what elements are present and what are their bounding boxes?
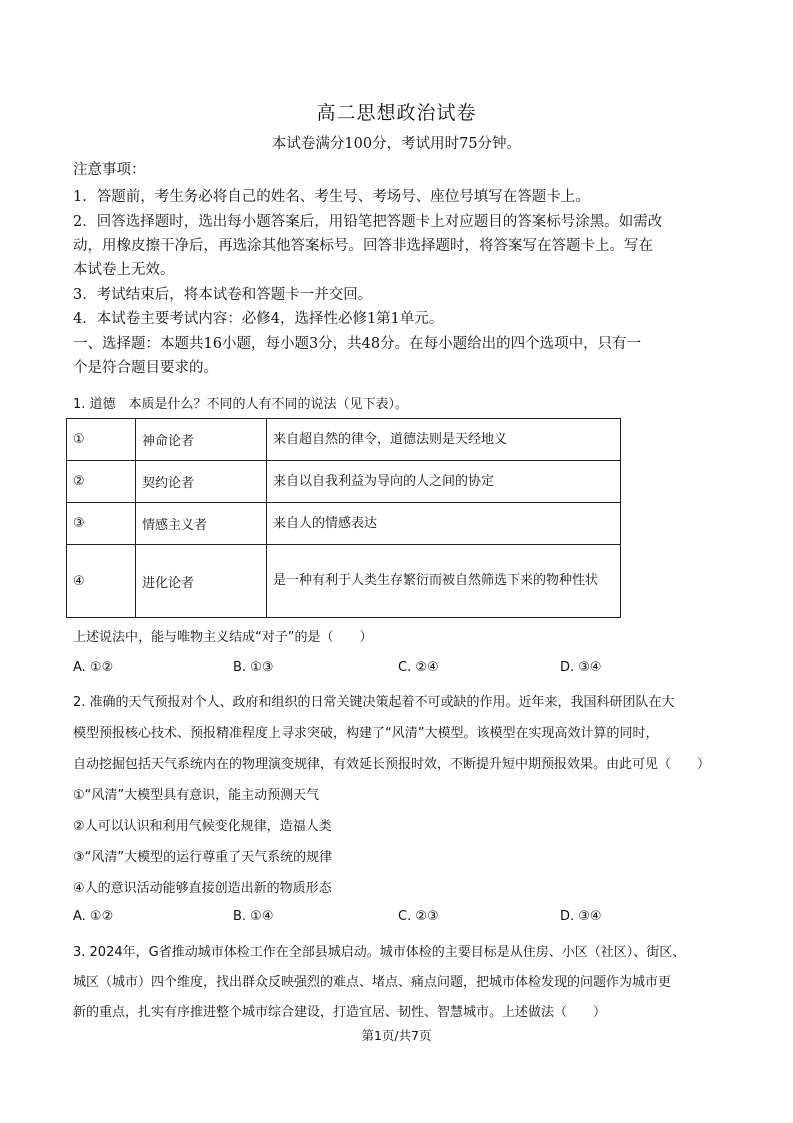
note-line: 2．回答选择题时，选出每小题答案后，用铅笔把答题卡上对应题目的答案标号涂黑。如需改 <box>73 214 663 230</box>
question-3-stem: 城区（城市）四个维度，找出群众反映强烈的难点、堵点、痛点问题，把城市体检发现的问题作为城市更 <box>73 975 672 990</box>
question-1-table <box>66 418 621 618</box>
option-b: B. ①③ <box>233 660 274 675</box>
table-cell-num: ④ <box>67 545 136 618</box>
question-3-stem: 3. 2024年，G省推动城市体检工作在全部县城启动。城市体检的主要目标是从住房、小区（社区）、街区、 <box>73 945 686 960</box>
option-c: C. ②④ <box>398 660 439 675</box>
option-d: D. ③④ <box>560 660 602 675</box>
question-2-stem: 模型预报核心技术、预报精准程度上寻求突破，构建了“风清”大模型。该模型在实现高效计算的同时， <box>73 726 659 741</box>
question-1-stem: 1. 道德 本质是什么？不同的人有不同的说法（见下表）。 <box>73 397 409 412</box>
option-d: D. ③④ <box>560 909 602 924</box>
table-row <box>67 503 621 545</box>
table-row <box>67 419 621 461</box>
question-2-stem: 自动挖掘包括天气系统内在的物理演变规律，有效延长预报时效，不断提升短中期预报效果。由此可见（ ） <box>73 757 711 772</box>
note-line: 本试卷上无效。 <box>73 262 175 278</box>
question-2-statement: ②人可以认识和利用气候变化规律，造福人类 <box>73 819 332 834</box>
question-2-statement: ④人的意识活动能够直接创造出新的物质形态 <box>73 881 332 896</box>
page-title: 高二思想政治试卷 <box>316 102 477 124</box>
table-cell-view: 来自超自然的律令，道德法则是天经地义 <box>267 419 621 461</box>
table-cell-num: ② <box>67 461 136 503</box>
note-line: 1．答题前，考生务必将自己的姓名、考生号、考场号、座位号填写在答题卡上。 <box>73 189 590 205</box>
note-line: 动，用橡皮擦干净后，再选涂其他答案标号。回答非选择题时，将答案写在答题卡上。写在 <box>73 238 653 254</box>
page-number: 第1页/共7页 <box>361 1028 432 1043</box>
section-heading: 一、选择题：本题共16小题，每小题3分，共48分。在每小题给出的四个选项中，只有一 <box>73 336 642 352</box>
table-row <box>67 545 621 618</box>
notes-heading: 注意事项： <box>73 162 146 178</box>
table-cell-view: 是一种有利于人类生存繁衍而被自然筛选下来的物种性状 <box>267 545 621 618</box>
table-cell-who: 契约论者 <box>136 461 267 503</box>
question-2-stem: 2. 准确的天气预报对个人、政府和组织的日常关键决策起着不可或缺的作用。近年来，我国科研团队在大 <box>73 695 675 710</box>
table-cell-who: 神命论者 <box>136 419 267 461</box>
note-line: 3．考试结束后，将本试卷和答题卡一并交回。 <box>73 287 373 303</box>
table-cell-num: ③ <box>67 503 136 545</box>
question-1-prompt: 上述说法中，能与唯物主义结成“对子”的是（ ） <box>73 630 373 645</box>
page-subtitle: 本试卷满分100分，考试用时75分钟。 <box>271 136 522 152</box>
table-cell-view: 来自人的情感表达 <box>267 503 621 545</box>
note-line: 4．本试卷主要考试内容：必修4，选择性必修1第1单元。 <box>73 311 444 327</box>
table-cell-num: ① <box>67 419 136 461</box>
option-c: C. ②③ <box>398 909 439 924</box>
section-heading: 个是符合题目要求的。 <box>73 360 218 376</box>
table-row <box>67 461 621 503</box>
table-cell-who: 进化论者 <box>136 545 267 618</box>
table-cell-who: 情感主义者 <box>136 503 267 545</box>
question-2-statement: ③“风清”大模型的运行尊重了天气系统的规律 <box>73 850 333 865</box>
table-cell-view: 来自以自我利益为导向的人之间的协定 <box>267 461 621 503</box>
question-3-stem: 新的重点，扎实有序推进整个城市综合建设，打造宜居、韧性、智慧城市。上述做法（ ） <box>73 1005 607 1020</box>
option-a: A. ①② <box>73 909 114 924</box>
question-2-statement: ①“风清”大模型具有意识，能主动预测天气 <box>73 788 320 803</box>
option-b: B. ①④ <box>233 909 274 924</box>
option-a: A. ①② <box>73 660 114 675</box>
